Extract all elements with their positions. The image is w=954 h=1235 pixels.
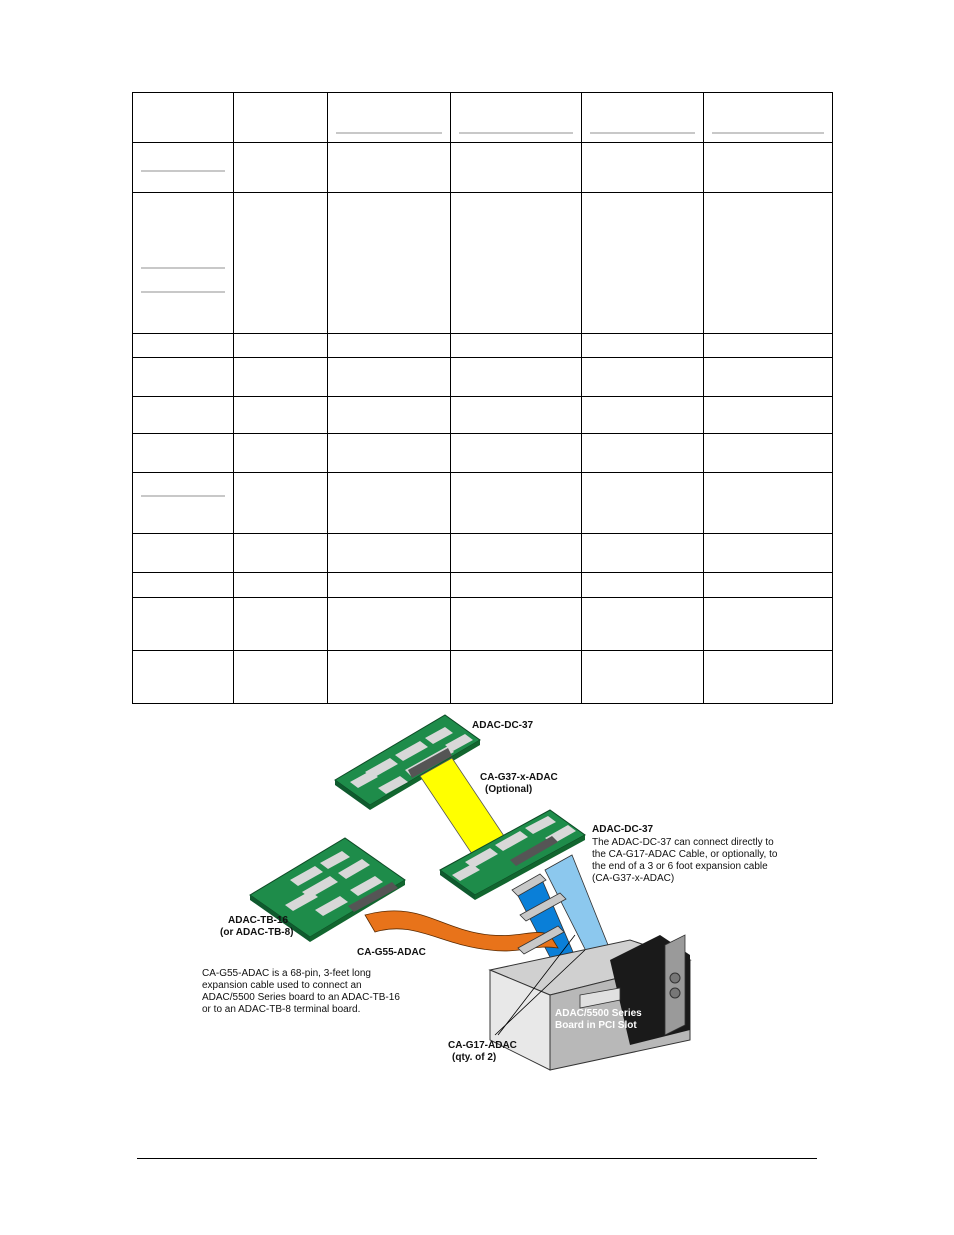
table-cell xyxy=(582,193,704,334)
table-row xyxy=(133,598,833,651)
table-cell xyxy=(234,598,328,651)
table-cell xyxy=(234,434,328,473)
table-cell xyxy=(328,93,451,143)
table-cell xyxy=(582,93,704,143)
table-cell xyxy=(133,358,234,397)
table-cell xyxy=(328,397,451,434)
table-cell xyxy=(704,598,833,651)
table-cell xyxy=(328,598,451,651)
label-dc37-top: ADAC-DC-37 xyxy=(472,720,534,731)
table-cell xyxy=(451,334,582,358)
table-cell xyxy=(234,334,328,358)
table-cell xyxy=(133,143,234,193)
table-cell xyxy=(328,358,451,397)
table-row xyxy=(133,358,833,397)
footer-rule xyxy=(137,1158,817,1159)
table-cell xyxy=(133,473,234,534)
spec-table xyxy=(132,92,833,704)
table-cell xyxy=(234,651,328,704)
table-cell xyxy=(451,193,582,334)
table-row xyxy=(133,193,833,334)
label-g17: CA-G17-ADAC xyxy=(448,1040,517,1051)
connection-diagram xyxy=(190,710,790,1090)
table-cell xyxy=(582,473,704,534)
table-row xyxy=(133,397,833,434)
table-cell xyxy=(582,651,704,704)
g55-desc-line3: ADAC/5500 Series board to an ADAC-TB-16 xyxy=(202,992,400,1003)
table-cell xyxy=(234,397,328,434)
label-tb8: (or ADAC-TB-8) xyxy=(220,927,294,938)
table-row xyxy=(133,434,833,473)
table-cell xyxy=(582,358,704,397)
table-cell xyxy=(328,473,451,534)
dc37-desc-line2: the CA-G17-ADAC Cable, or optionally, to xyxy=(592,849,778,860)
table-cell xyxy=(234,473,328,534)
table-cell xyxy=(133,93,234,143)
label-g37-optional: (Optional) xyxy=(485,784,533,795)
table-cell xyxy=(328,334,451,358)
table-cell xyxy=(234,143,328,193)
table-cell xyxy=(451,358,582,397)
dc37-desc-line3: the end of a 3 or 6 foot expansion cable xyxy=(592,861,768,872)
table-cell xyxy=(451,93,582,143)
table-cell xyxy=(582,598,704,651)
table-cell xyxy=(451,473,582,534)
g55-desc-line1: CA-G55-ADAC is a 68-pin, 3-feet long xyxy=(202,968,371,979)
table-cell xyxy=(704,473,833,534)
table-cell xyxy=(234,93,328,143)
table-row xyxy=(133,143,833,193)
connection-diagram-svg xyxy=(190,710,790,1090)
table-cell xyxy=(451,397,582,434)
table-cell xyxy=(133,598,234,651)
table-row xyxy=(133,534,833,573)
dc37-desc-line1: The ADAC-DC-37 can connect directly to xyxy=(592,837,774,848)
table-cell xyxy=(328,534,451,573)
table-cell xyxy=(328,434,451,473)
dc37-desc-line4: (CA-G37-x-ADAC) xyxy=(592,873,675,884)
table-cell xyxy=(133,434,234,473)
table-cell xyxy=(704,534,833,573)
table-cell xyxy=(451,534,582,573)
table-cell xyxy=(451,651,582,704)
table-cell xyxy=(234,193,328,334)
table-cell xyxy=(704,573,833,598)
table-cell xyxy=(704,651,833,704)
table-cell xyxy=(133,193,234,334)
label-g17-qty: (qty. of 2) xyxy=(452,1052,497,1063)
table-cell xyxy=(328,573,451,598)
label-g37-cable: CA-G37-x-ADAC xyxy=(480,772,558,783)
label-board-line1: ADAC/5500 Series xyxy=(555,1008,642,1019)
table-cell xyxy=(234,358,328,397)
table-cell xyxy=(328,651,451,704)
g55-desc-line4: or to an ADAC-TB-8 terminal board. xyxy=(202,1004,361,1015)
pc-chassis xyxy=(490,935,690,1070)
table-cell xyxy=(328,193,451,334)
table-cell xyxy=(451,143,582,193)
table-cell xyxy=(582,397,704,434)
table-row xyxy=(133,651,833,704)
g55-desc-line2: expansion cable used to connect an xyxy=(202,980,362,991)
table-cell xyxy=(328,143,451,193)
table-cell xyxy=(582,334,704,358)
label-board-line2: Board in PCI Slot xyxy=(555,1020,637,1031)
table-row xyxy=(133,573,833,598)
table-cell xyxy=(704,93,833,143)
label-g55-cable: CA-G55-ADAC xyxy=(357,947,426,958)
table-cell xyxy=(451,434,582,473)
table-cell xyxy=(451,573,582,598)
table-cell xyxy=(133,573,234,598)
table-cell xyxy=(582,143,704,193)
label-tb16: ADAC-TB-16 xyxy=(228,915,288,926)
table-header-row xyxy=(133,93,833,143)
table-cell xyxy=(582,573,704,598)
table-cell xyxy=(704,334,833,358)
table-cell xyxy=(582,534,704,573)
table-cell xyxy=(133,534,234,573)
table-row xyxy=(133,473,833,534)
table-cell xyxy=(133,334,234,358)
label-dc37-right: ADAC-DC-37 xyxy=(592,824,654,835)
table-cell xyxy=(234,534,328,573)
table-cell xyxy=(704,397,833,434)
table-cell xyxy=(234,573,328,598)
table-cell xyxy=(133,397,234,434)
table-cell xyxy=(451,598,582,651)
table-cell xyxy=(704,358,833,397)
table-cell xyxy=(704,143,833,193)
table-cell xyxy=(582,434,704,473)
table-cell xyxy=(704,434,833,473)
table-cell xyxy=(133,651,234,704)
table-row xyxy=(133,334,833,358)
table-cell xyxy=(704,193,833,334)
